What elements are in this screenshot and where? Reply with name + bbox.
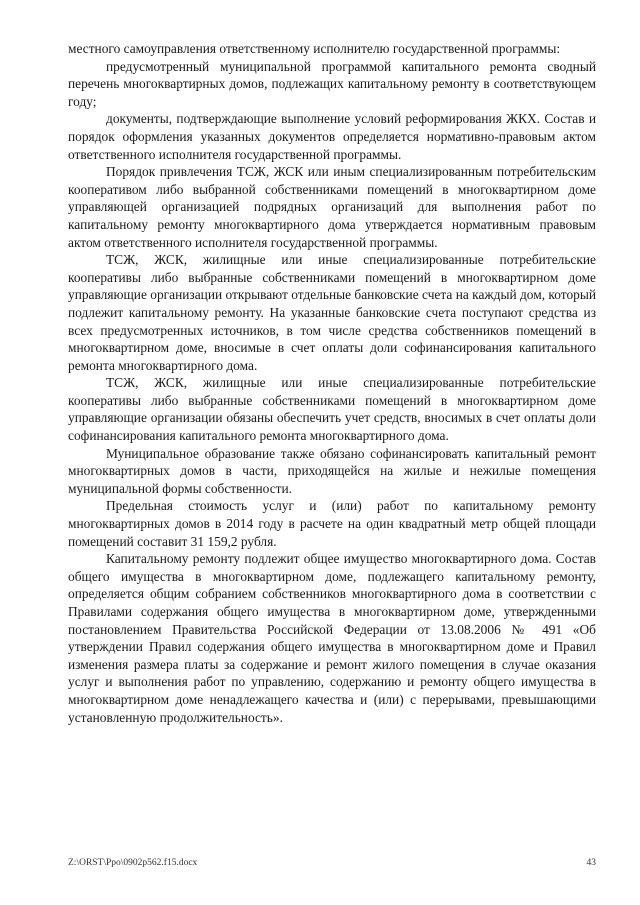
paragraph-funds-accounting: ТСЖ, ЖСК, жилищные или иные специализированные потребительские кооперативы либо выбранные собственниками помещений в многоквартирном доме управляющие организации обязаны обеспечить учет средств, вносимых в счет оплаты доли софинансирования капитального ремонта многоквартирного дома. [68, 375, 596, 444]
paragraph-max-cost: Предельная стоимость услуг и (или) работ по капитальному ремонту многоквартирных домов в 2014 году в расчете на один квадратный метр общей площади помещений составит 31 159,2 рубля. [68, 498, 596, 549]
document-body [68, 40, 596, 726]
paragraph-municipal-cofinancing: Муниципальное образование также обязано софинансировать капитальный ремонт многоквартирных домов в части, приходящейся на жилые и нежилые помещения муниципальной формы собственности. [68, 445, 596, 496]
paragraph-repair-list: предусмотренный муниципальной программой капитального ремонта сводный перечень многоквартирных домов, подлежащих капитальному ремонту в соответствующем году; [68, 58, 596, 109]
paragraph-continuation: местного самоуправления ответственному исполнителю государственной программы: [68, 41, 561, 56]
paragraph-bank-accounts: ТСЖ, ЖСК, жилищные или иные специализированные потребительские кооперативы либо выбранные собственниками помещений в многоквартирном доме управляющие организации открывают отдельные банковские счета на каждый дом, который подлежит капитальному ремонту. На указанные банковские счета поступают средства из всех предусмотренных источников, в том числе средства собственников помещений в многоквартирном доме, вносимые в счет оплаты доли софинансирования капитального ремонта многоквартирного дома. [68, 252, 596, 373]
page-number: 43 [586, 858, 596, 868]
paragraph-contractor-procedure: Порядок привлечения ТСЖ, ЖСК или иным специализированным потребительским кооперативом либо выбранной собственниками помещений в многоквартирном доме управляющей организацией подрядных организаций для выполнения работ по капитальному ремонту многоквартирного дома утверждается нормативным правовым актом ответственного исполнителя государственной программы. [68, 164, 596, 250]
paragraph-housing-reform-documents: документы, подтверждающие выполнение условий реформирования ЖКХ. Состав и порядок оформления указанных документов определяется нормативно-правовым актом ответственного исполнителя государственной программы. [68, 111, 596, 162]
footer-file-path: Z:\ORST\Ppo\0902p562.f15.docx [68, 858, 198, 868]
paragraph-common-property: Капитальному ремонту подлежит общее имущество многоквартирного дома. Состав общего имущества в многоквартирном доме, подлежащего капитальному ремонту, определяется общим собранием собственников многоквартирного дома в соответствии с Правилами содержания общего имущества в многоквартирном доме, утвержденными постановлением Правительства Российской Федерации от 13.08.2006 № 491 «Об утверждении Правил содержания общего имущества в многоквартирном доме и Правил изменения размера платы за содержание и ремонт жилого помещения в случае оказания услуг и выполнения работ по управлению, содержанию и ремонту общего имущества в многоквартирном доме ненадлежащего качества и (или) с перерывами, превышающими установленную продолжительность». [68, 551, 596, 725]
